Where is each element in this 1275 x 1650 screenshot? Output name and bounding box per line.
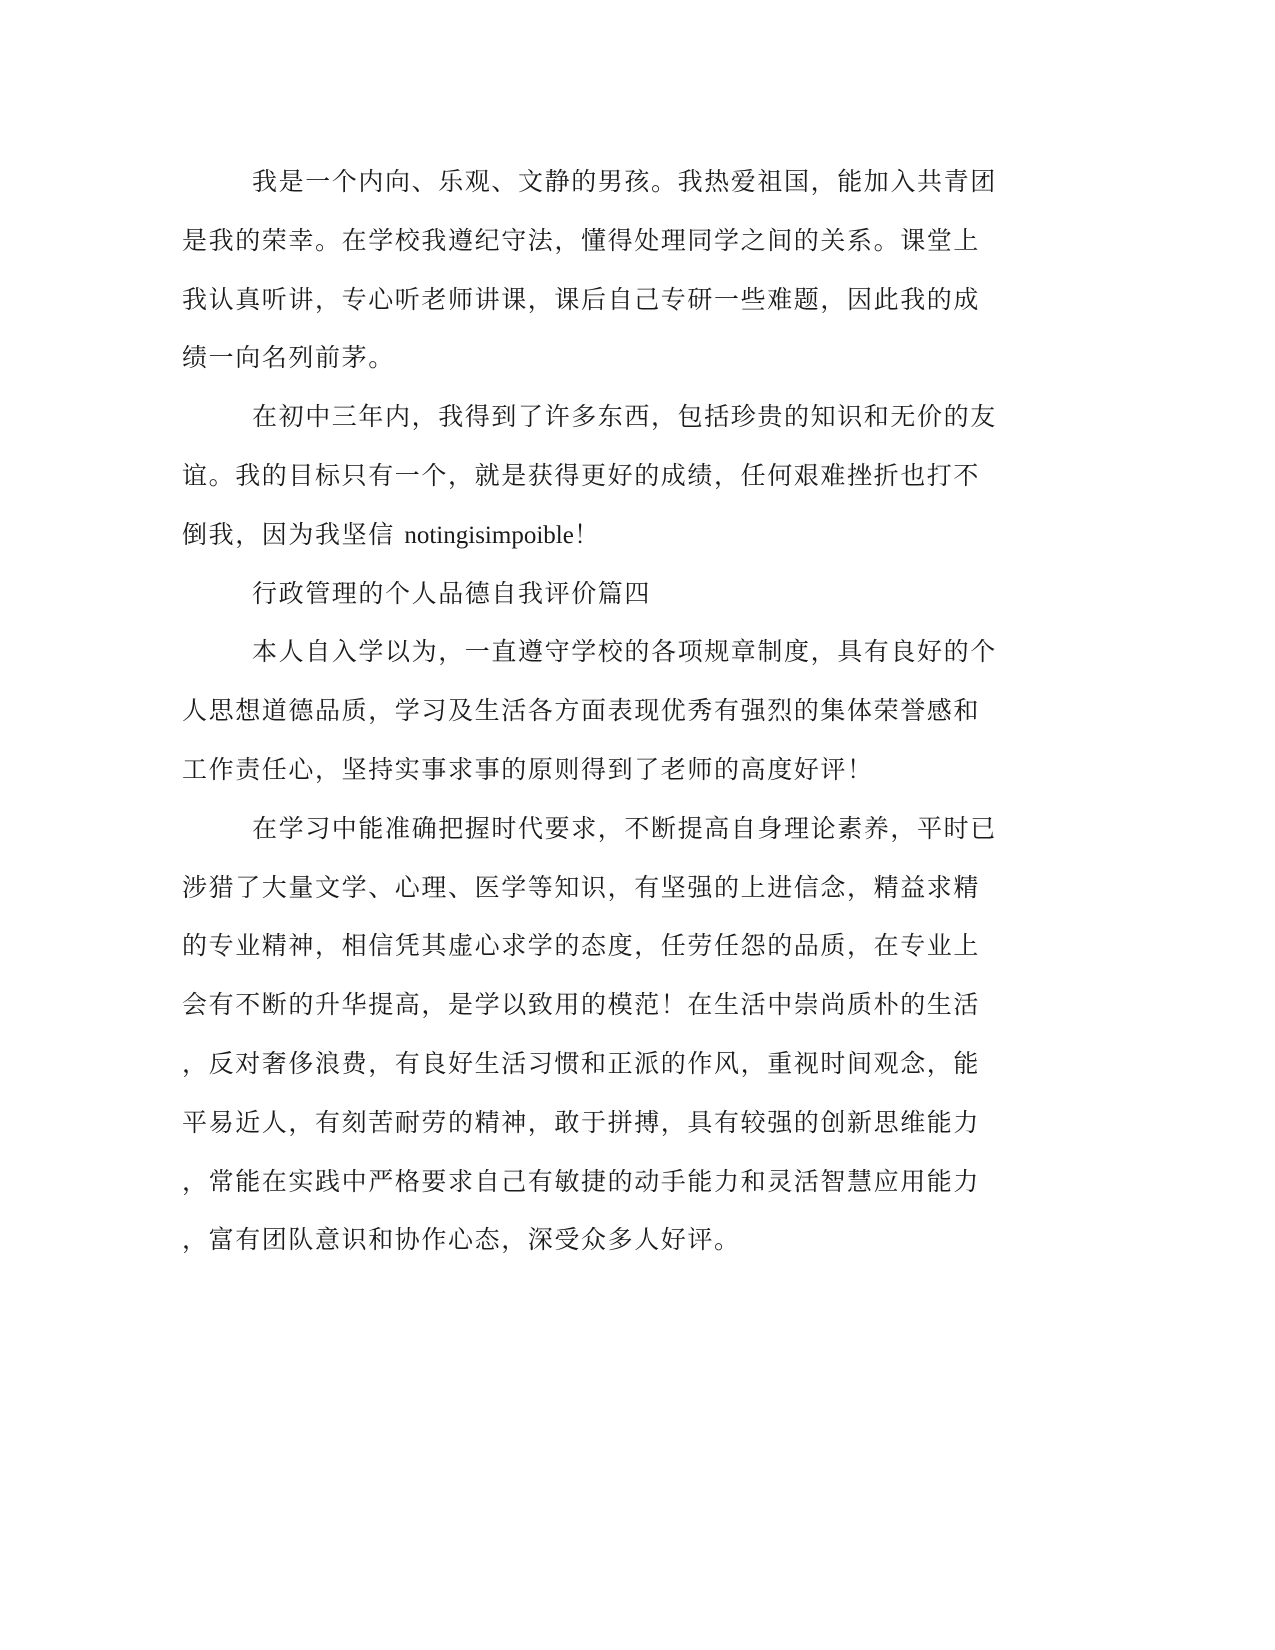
paragraph-line: 我是一个内向、乐观、文静的男孩。我热爱祖国，能加入共青团 [252,167,997,196]
line-prefix: 倒我，因为我坚信 [182,519,405,549]
section-heading [182,565,1042,624]
paragraph-line: 本人自入学以为，一直遵守学校的各项规章制度，具有良好的个 [252,637,997,667]
paragraph-line: 绩一向名列前茅。 [182,343,395,373]
paragraph-line: 工作责任心，坚持实事求事的原则得到了老师的高度好评！ [182,754,874,784]
paragraph-self-intro [182,153,1042,388]
paragraph-moral-quality [182,623,1042,799]
paragraph-study-life [182,800,1042,1270]
document-body [182,153,1042,1270]
paragraph-line: 平易近人，有刻苦耐劳的精神，敢于拼搏，具有较强的创新思维能力 [182,1107,981,1137]
paragraph-line-mixed [182,506,1042,565]
paragraph-line: 在初中三年内，我得到了许多东西，包括珍贵的知识和无价的友 [252,402,997,432]
paragraph-line: ，富有团队意识和协作心态，深受众多人好评。 [182,1225,741,1255]
paragraph-line: 的专业精神，相信凭其虚心求学的态度，任劳任怨的品质，在专业上 [182,931,981,961]
paragraph-line: 人思想道德品质，学习及生活各方面表现优秀有强烈的集体荣誉感和 [182,696,981,726]
paragraph-line: ，常能在实践中严格要求自己有敏捷的动手能力和灵活智慧应用能力 [182,1166,981,1196]
latin-phrase: notingisimpoible [404,521,574,549]
paragraph-junior-high [182,388,1042,564]
paragraph-line: 我认真听讲，专心听老师讲课，课后自己专研一些难题，因此我的成 [182,284,981,314]
paragraph-line: 在学习中能准确把握时代要求，不断提高自身理论素养，平时已 [252,813,997,843]
paragraph-line: 谊。我的目标只有一个，就是获得更好的成绩，任何艰难挫折也打不 [182,460,981,490]
paragraph-line: 会有不断的升华提高，是学以致用的模范！在生活中崇尚质朴的生活 [182,990,981,1020]
paragraph-line: 是我的荣幸。在学校我遵纪守法，懂得处理同学之间的关系。课堂上 [182,225,981,255]
paragraph-line: ，反对奢侈浪费，有良好生活习惯和正派的作风，重视时间观念，能 [182,1048,981,1078]
paragraph-line: 涉猎了大量文学、心理、医学等知识，有坚强的上进信念，精益求精 [182,872,981,902]
heading-text: 行政管理的个人品德自我评价篇四 [252,578,652,608]
line-suffix: ！ [573,519,601,549]
